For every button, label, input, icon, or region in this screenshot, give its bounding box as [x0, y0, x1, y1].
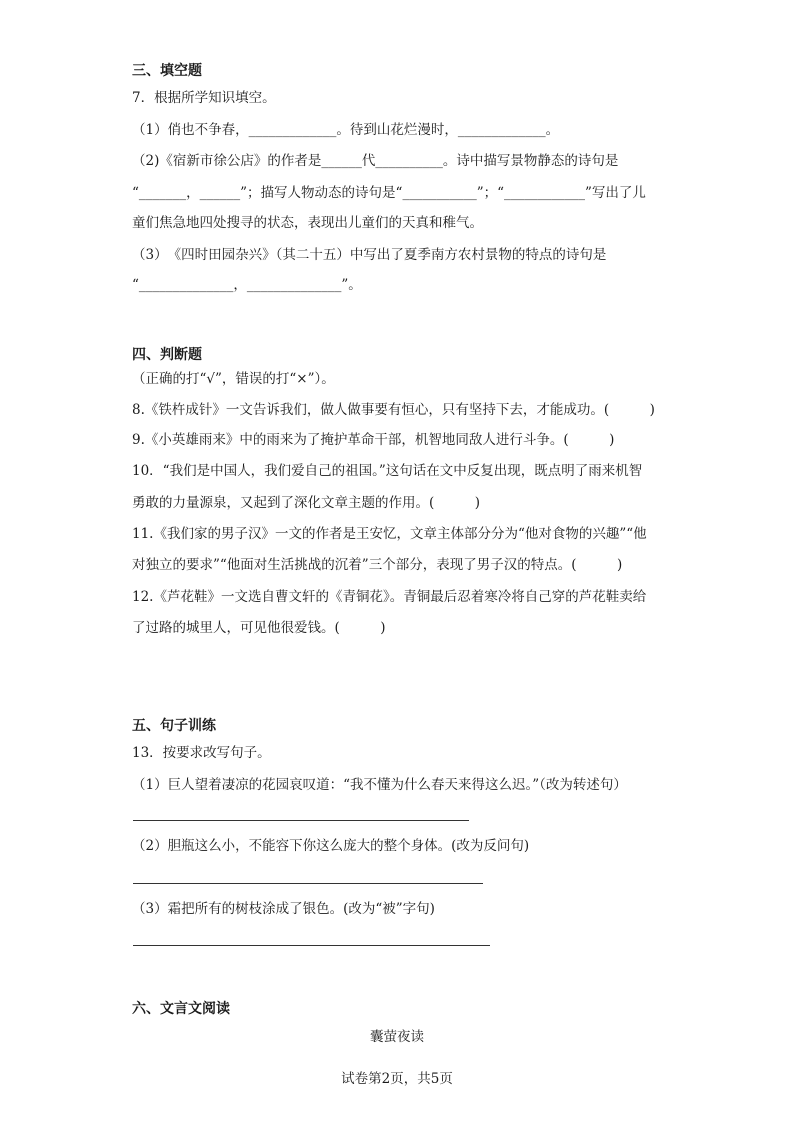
section-heading-fill: 三、填空题 — [132, 63, 202, 79]
answer-line-1[interactable] — [133, 820, 469, 821]
section-heading-sentence: 五、句子训练 — [132, 718, 216, 734]
section-heading-classical: 六、文言文阅读 — [132, 1001, 230, 1017]
question-13: 13．按要求改写句子。 — [132, 745, 271, 761]
question-7: 7．根据所学知识填空。 — [132, 90, 276, 106]
question-7-part-2-line-3: 童们焦急地四处搜寻的状态，表现出儿童们的天真和稚气。 — [132, 215, 483, 231]
question-7-part-3-line-2: “______________，______________”。 — [132, 277, 362, 293]
question-9: 9.《小英雄雨来》中的雨来为了掩护革命干部，机智地同敌人进行斗争。( ) — [132, 432, 615, 448]
question-11-line-2: 对独立的要求”“他面对生活挑战的沉着”三个部分，表现了男子汉的特点。( ) — [132, 557, 623, 573]
sentence-task-3: （3）霜把所有的树枝涂成了银色。(改为“被”字句) — [132, 901, 435, 917]
question-10-line-2: 勇敢的力量源泉，又起到了深化文章主题的作用。( ) — [132, 495, 481, 511]
question-12-line-2: 了过路的城里人，可见他很爱钱。( ) — [132, 620, 386, 636]
question-7-part-2-line-2: “_______，______”；描写人物动态的诗句是“___________”；“____________”写出了儿 — [132, 185, 646, 201]
question-7-part-1: （1）俏也不争春，_____________。待到山花烂漫时，_____________。 — [132, 122, 560, 138]
question-12-line-1: 12.《芦花鞋》一文选自曹文轩的《青铜花》。青铜最后忍着寒冷将自己穿的芦花鞋卖给 — [132, 589, 647, 605]
question-7-part-2-line-1: （2)《宿新市徐公店》的作者是______代__________。诗中描写景物静态的诗句是 — [132, 153, 619, 169]
page-footer: 试卷第2页，共5页 — [341, 1071, 453, 1087]
question-7-part-3-line-1: （3） 《四时田园杂兴》（其二十五）中写出了夏季南方农村景物的特点的诗句是 — [132, 247, 607, 263]
question-8: 8.《铁杵成针》一文告诉我们，做人做事要有恒心，只有坚持下去，才能成功。( ) — [132, 402, 655, 418]
sentence-task-1: （1）巨人望着凄凉的花园哀叹道：“我不懂为什么春天来得这么迟。”（改为转述句） — [132, 777, 627, 793]
question-11-line-1: 11.《我们家的男子汉》一文的作者是王安忆，文章主体部分分为“他对食物的兴趣”“他 — [132, 526, 647, 542]
section-heading-judge: 四、判断题 — [132, 347, 202, 363]
answer-line-3[interactable] — [133, 945, 490, 946]
passage-title: 囊萤夜读 — [370, 1029, 424, 1045]
judge-instruction: （正确的打“√”，错误的打“×”）。 — [132, 371, 335, 387]
sentence-task-2: （2）胆瓶这么小，不能容下你这么庞大的整个身体。(改为反问句) — [132, 838, 530, 854]
question-10-line-1: 10．“我们是中国人，我们爱自己的祖国。”这句话在文中反复出现，既点明了雨来机智 — [132, 463, 643, 479]
answer-line-2[interactable] — [133, 883, 483, 884]
